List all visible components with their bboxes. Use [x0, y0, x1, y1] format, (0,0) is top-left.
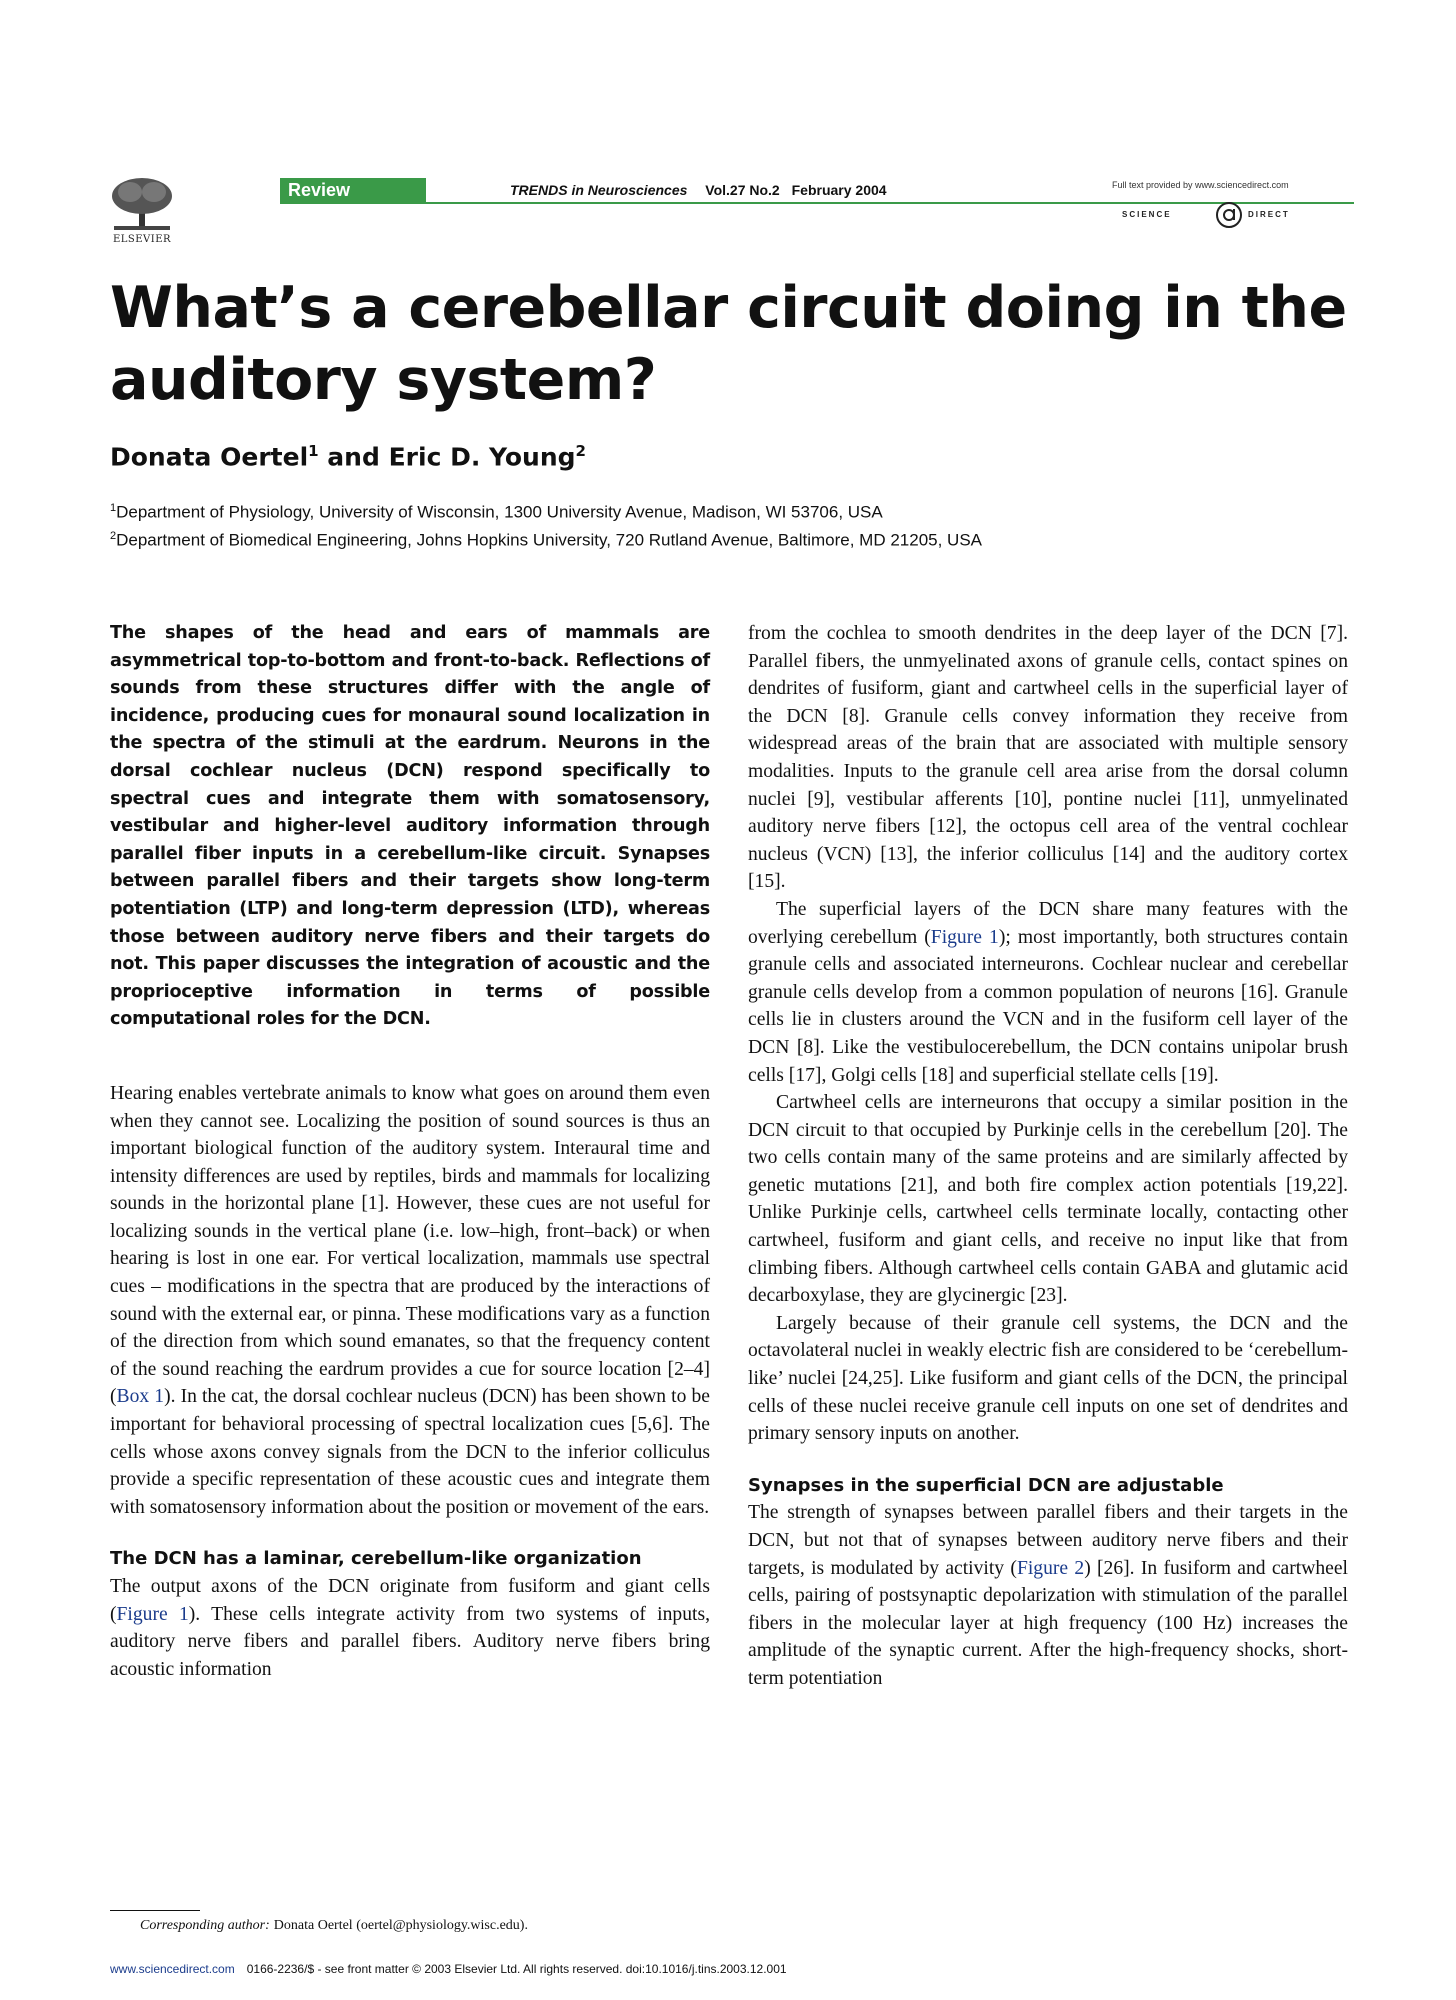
journal-citation: [510, 182, 887, 198]
corresponding-text: Donata Oertel (oertel@physiology.wisc.edu).: [273, 1918, 528, 1933]
author-1-affil: 1: [308, 442, 319, 460]
intro-text-1: Hearing enables vertebrate animals to know what goes on around them even when they cannot see. Localizing the position of sound sources is thus an important biological function of the auditory system. Interaural time and intensity differences are used by reptiles, birds and mammals for localizing sounds in the horizontal plane [1]. However, these cues are not useful for localizing sounds in the vertical plane (i.e. low–high, front–back) or when hearing is lost in one ear. For vertical localization, mammals use spectral cues – modifications in the spectra that are produced by the interactions of sound with the external ear, or pinna. These modifications vary as a function of the direction from which sound emanates, so that the frequency content of the sound reaching the eardrum provides a cue for source location [2–4] (: [110, 1082, 710, 1408]
corresponding-author: [140, 1918, 528, 1934]
sd-left-word: SCIENCE: [1122, 210, 1172, 219]
intro-text-2: ). In the cat, the dorsal cochlear nucleus (DCN) has been shown to be important for behavioral processing of spectral localization cues [5,6]. The cells whose axons convey signals from the DCN to the inferior colliculus provide a specific representation of these acoustic cues and integrate them with somatosensory information about the position or movement of the ears.: [110, 1386, 711, 1518]
logo-wordmark: ELSEVIER: [112, 234, 172, 245]
author-list: [110, 442, 586, 471]
page-footer: [110, 1962, 787, 1976]
laminar-paragraph: [110, 1573, 710, 1683]
right-p2-text-1: The superficial layers of the DCN share many features with the overlying cerebellum (: [748, 898, 1348, 948]
right-p2-text-2: ); most importantly, both structures contain granule cells and associated interneurons. Cochlear nuclear and cerebellar granule cells develop from a common population of neurons [16]. Granule cells lie in clusters around the VCN and in the fusiform cell layer of the DCN [8]. Like the vestibulocerebellum, the DCN contains unipolar brush cells [17], Golgi cells [18] and superficial stellate cells [19].: [748, 926, 1348, 1086]
title-line-2: auditory system?: [110, 347, 657, 413]
author-2-affil: 2: [575, 442, 586, 460]
footer-url[interactable]: www.sciencedirect.com: [110, 1962, 235, 1976]
section-heading-laminar: The DCN has a laminar, cerebellum-like organization: [110, 1548, 642, 1570]
left-column: [110, 620, 710, 1683]
figure-1-link-right[interactable]: Figure 1: [930, 926, 999, 948]
corresponding-label: Corresponding author:: [140, 1918, 270, 1933]
abstract: The shapes of the head and ears of mammals are asymmetrical top-to-bottom and front-to-back. Reflections of sounds from these structures differ with the angle of incidence, producing cues for monaural sound localization in the spectra of the stimuli at the eardrum. Neurons in the dorsal cochlear nucleus (DCN) respond specifically to spectral cues and integrate them with somatosensory, vestibular and higher-level auditory information through parallel fiber inputs in a cerebellum-like circuit. Synapses between parallel fibers and their targets show long-term potentiation (LTP) and long-term depression (LTD), whereas those between auditory nerve fibers and their targets do not. This paper discusses the integration of acoustic and the proprioceptive information in terms of possible computational roles for the DCN.: [110, 623, 710, 1030]
sd-right-word: DIRECT: [1248, 210, 1290, 219]
right-paragraph-2: [748, 896, 1348, 1089]
right-paragraph-5: [748, 1499, 1348, 1692]
journal-volume: Vol.27 No.2: [705, 182, 780, 198]
sciencedirect-at-icon: [1214, 200, 1244, 230]
fulltext-notice: Full text provided by www.sciencedirect.com: [1112, 180, 1289, 190]
affiliation-1: [110, 502, 883, 523]
affiliation-2: [110, 530, 982, 551]
box-1-link[interactable]: Box 1: [116, 1386, 165, 1408]
author-1: Donata Oertel: [110, 442, 309, 472]
right-paragraph-4: Largely because of their granule cell systems, the DCN and the octavolateral nuclei in weakly electric fish are considered to be ‘cerebellum-like’ nuclei [24,25]. Like fusiform and giant cells of the DCN, the principal cells of these nuclei receive granule cell inputs on one set of dendrites and primary sensory inputs on another.: [748, 1312, 1348, 1445]
article-title: [110, 272, 1370, 416]
section-tab: Review: [280, 178, 426, 202]
right-paragraph-3: Cartwheel cells are interneurons that occupy a similar position in the DCN circuit to that occupied by Purkinje cells in the cerebellum [20]. The two cells contain many of the same proteins and are similarly affected by genetic mutations [21], and both fire complex action potentials [19,22]. Unlike Purkinje cells, cartwheel cells terminate locally, contacting other cartwheel, fusiform and giant cells, and receive no input like that from climbing fibers. Although cartwheel cells contain GABA and glutamic acid decarboxylase, they are glycinergic [23].: [748, 1092, 1348, 1307]
right-p5-text-1: The strength of synapses between parallel fibers and their targets in the DCN, but not that of synapses between auditory nerve fibers and their targets, is modulated by activity (: [748, 1502, 1348, 1579]
intro-paragraph: [110, 1080, 710, 1522]
sciencedirect-logo: [1118, 200, 1338, 230]
figure-1-link[interactable]: Figure 1: [116, 1603, 189, 1625]
author-and: and: [327, 442, 380, 472]
right-paragraph-1: from the cochlea to smooth dendrites in the deep layer of the DCN [7]. Parallel fibers, the unmyelinated axons of granule cells, contact spines on dendrites of fusiform, giant and cartwheel cells in the superficial layer of the DCN [8]. Granule cells convey information they receive from widespread areas of the brain that are associated with multiple sensory modalities. Inputs to the granule cell area arise from the dorsal column nuclei [9], vestibular afferents [10], pontine nuclei [11], unmyelinated auditory nerve fibers [12], the octopus cell area of the ventral cochlear nucleus (VCN) [13], the inferior colliculus [14] and the auditory cortex [15].: [748, 623, 1348, 893]
laminar-text-1: The output axons of the DCN originate from fusiform and giant cells (: [110, 1576, 710, 1625]
right-column: [748, 620, 1348, 1693]
footer-text: 0166-2236/$ - see front matter © 2003 Elsevier Ltd. All rights reserved. doi:10.1016/j.tins.2003.12.001: [246, 1962, 787, 1976]
journal-date: February 2004: [791, 182, 887, 198]
affiliation-2-number: 2: [110, 530, 117, 542]
affiliation-2-text: Department of Biomedical Engineering, Johns Hopkins University, 720 Rutland Avenue, Baltimore, MD 21205, USA: [116, 530, 983, 550]
elsevier-tree-icon: [106, 176, 178, 232]
laminar-text-2: ). These cells integrate activity from two systems of inputs, auditory nerve fibers and parallel fibers. Auditory nerve fibers bring acoustic information: [110, 1603, 710, 1680]
affiliation-1-number: 1: [110, 502, 117, 514]
title-line-1: What’s a cerebellar circuit doing in the: [110, 275, 1347, 341]
journal-name: TRENDS in Neurosciences: [510, 182, 688, 198]
author-2: Eric D. Young: [388, 442, 576, 472]
affiliation-1-text: Department of Physiology, University of Wisconsin, 1300 University Avenue, Madison, WI 53706, USA: [116, 502, 883, 522]
figure-2-link[interactable]: Figure 2: [1016, 1557, 1085, 1579]
elsevier-logo: [106, 176, 178, 245]
footnote-rule: [110, 1910, 200, 1911]
section-heading-synapses: Synapses in the superficial DCN are adjustable: [748, 1474, 1224, 1496]
right-p5-text-2: ) [26]. In fusiform and cartwheel cells, pairing of postsynaptic depolarization with stimulation of the parallel fibers in the molecular layer at high frequency (100 Hz) increases the amplitude of the synaptic current. After the high-frequency shocks, short-term potentiation: [748, 1557, 1349, 1689]
